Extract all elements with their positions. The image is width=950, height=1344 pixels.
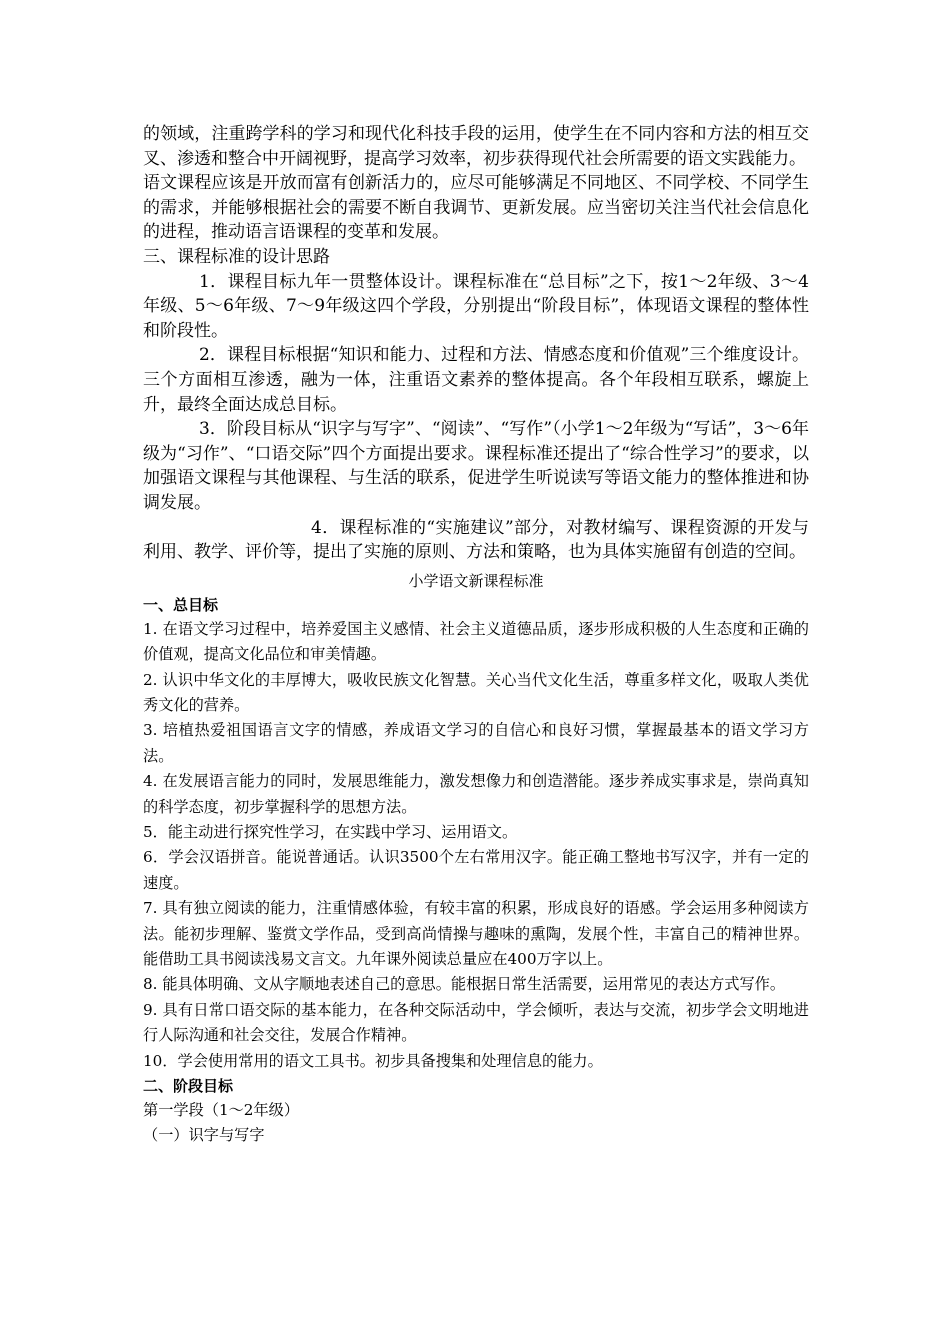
goal-item: 10．学会使用常用的语文工具书。初步具备搜集和处理信息的能力。: [143, 1051, 603, 1070]
goal-item: 9. 具有日常口语交际的基本能力，在各种交际活动中，学会倾听，表达与交流，初步学会文明地进行人际沟通和社会交往，发展合作精神。: [143, 1000, 809, 1045]
goal-item: 7. 具有独立阅读的能力，注重情感体验，有较丰富的积累，形成良好的语感。学会运用多种阅读方法。能初步理解、鉴赏文学作品，受到高尚情操与趣味的熏陶，发展个性，丰富自己的精神世界。能借助工具书阅读浅易文言文。九年课外阅读总量应在400万字以上。: [143, 899, 809, 968]
design-point: 3．阶段目标从“识字与写字”、“阅读”、“写作”（小学1～2年级为“写话”，3～6年级为“习作”、“口语交际”四个方面提出要求。课程标准还提出了“综合性学习”的要求，以加强语文课程与其他课程、与生活的联系，促进学生听说读写等语文能力的整体推进和协调发展。: [143, 419, 809, 513]
section-heading: 二、阶段目标: [143, 1077, 234, 1095]
goal-item: 5．能主动进行探究性学习，在实践中学习、运用语文。: [143, 822, 518, 841]
design-point: 2．课程目标根据“知识和能力、过程和方法、情感态度和价值观”三个维度设计。三个方面相互渗透，融为一体，注重语文素养的整体提高。各个年段相互联系，螺旋上升，最终全面达成总目标。: [143, 345, 809, 415]
intro-paragraph: 语文课程应该是开放而富有创新活力的，应尽可能够满足不同地区、不同学校、不同学生的需求，并能够根据社会的需要不断自我调节、更新发展。应当密切关注当代社会信息化的进程，推动语言语课程的变革和发展。: [143, 173, 809, 243]
goal-item: 3. 培植热爱祖国语言文字的情感，养成语文学习的自信心和良好习惯，掌握最基本的语文学习方法。: [143, 721, 809, 765]
stage-subheading: （一）识字与写字: [143, 1126, 265, 1145]
goal-item: 1. 在语文学习过程中，培养爱国主义感情、社会主义道德品质，逐步形成积极的人生态度和正确的价值观，提高文化品位和审美情趣。: [143, 619, 809, 664]
section-heading: 三、课程标准的设计思路: [143, 246, 330, 267]
goal-item: 2. 认识中华文化的丰厚博大，吸收民族文化智慧。关心当代文化生活，尊重多样文化，吸取人类优秀文化的营养。: [143, 670, 809, 714]
document-title: 小学语文新课程标准: [408, 571, 544, 590]
goal-item: 8. 能具体明确、文从字顺地表述自己的意思。能根据日常生活需要，运用常见的表达方式写作。: [143, 975, 786, 994]
document-page: [143, 122, 809, 1149]
design-point: 1．课程目标九年一贯整体设计。课程标准在“总目标”之下，按1～2年级、3～4年级、5～6年级、7～9年级这四个学段，分别提出“阶段目标”，体现语文课程的整体性和阶段性。: [143, 271, 809, 341]
intro-paragraph: 的领域，注重跨学科的学习和现代化科技手段的运用，使学生在不同内容和方法的相互交叉、渗透和整合中开阔视野，提高学习效率，初步获得现代社会所需要的语文实践能力。: [143, 124, 809, 169]
goal-item: 6．学会汉语拼音。能说普通话。认识3500个左右常用汉字。能正确工整地书写汉字，并有一定的速度。: [143, 848, 809, 892]
design-point: 4．课程标准的“实施建议”部分，对教材编写、课程资源的开发与利用、教学、评价等，提出了实施的原则、方法和策略，也为具体实施留有创造的空间。: [143, 517, 809, 563]
section-heading: 一、总目标: [143, 595, 219, 614]
stage-heading: 第一学段（1～2年级）: [143, 1101, 300, 1119]
goal-item: 4. 在发展语言能力的同时，发展思维能力，激发想像力和创造潜能。逐步养成实事求是，崇尚真知的科学态度，初步掌握科学的思想方法。: [143, 772, 809, 816]
